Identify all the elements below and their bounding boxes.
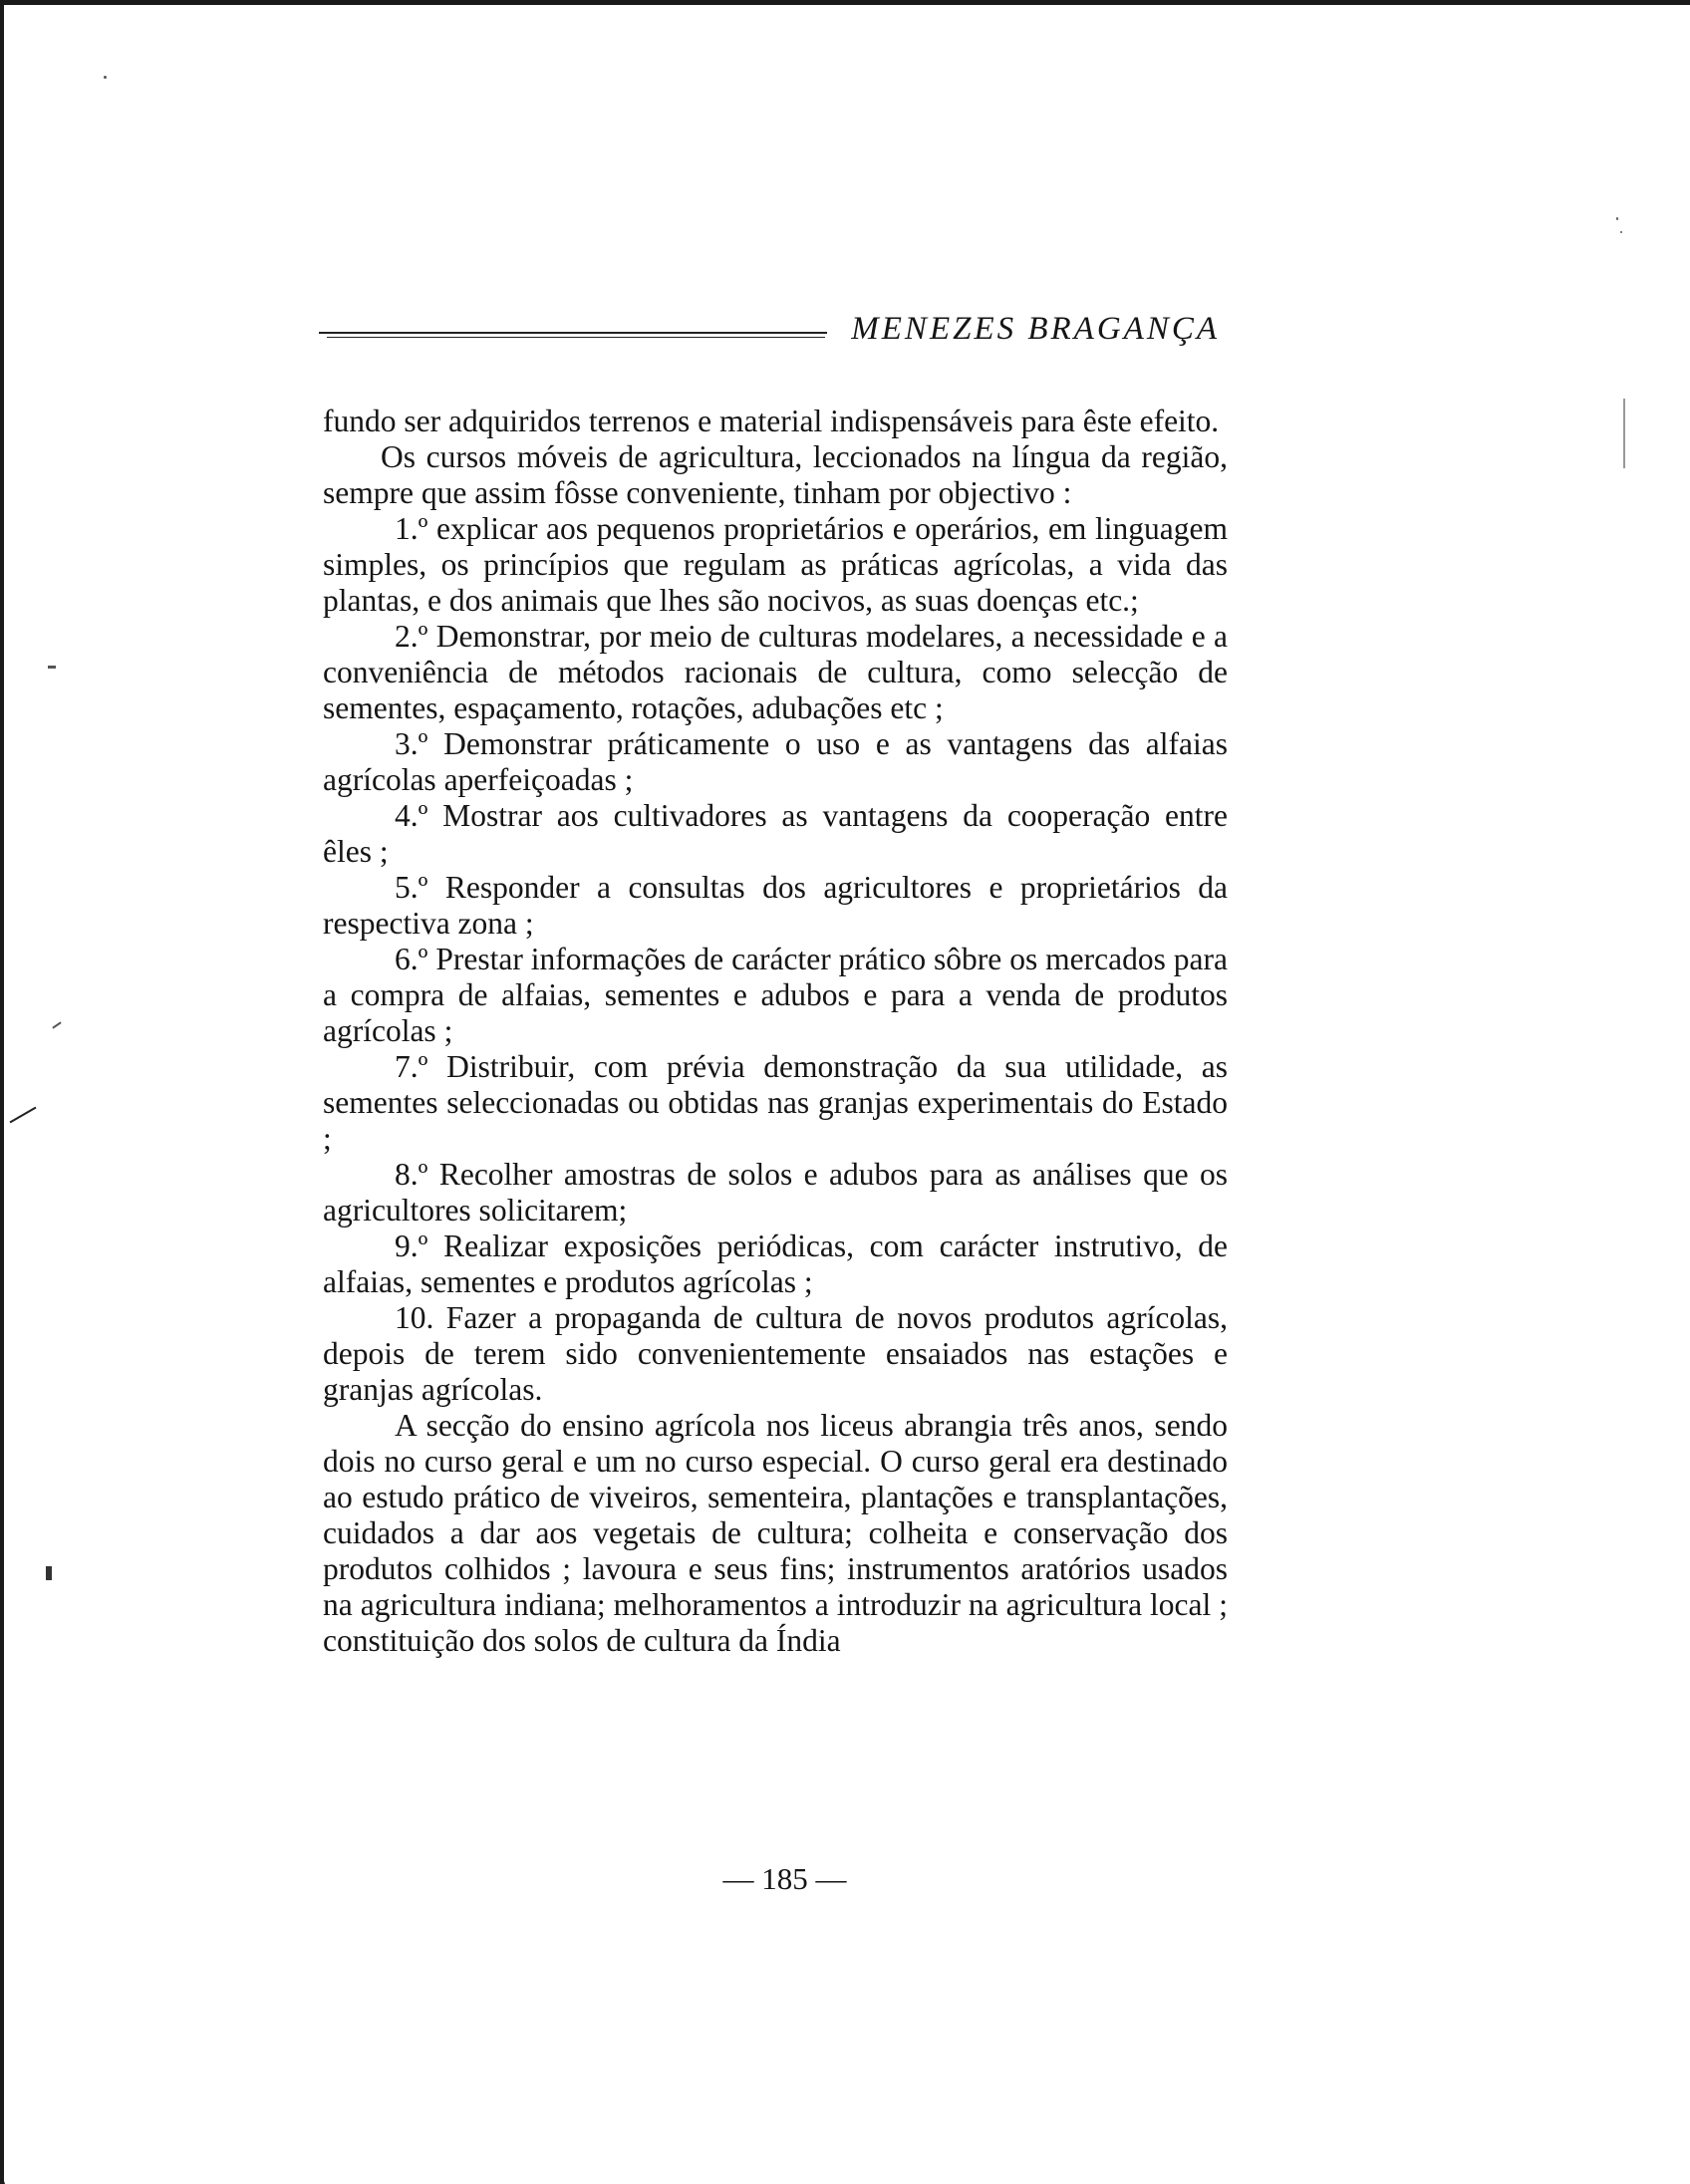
item-number: 8.º <box>395 1157 428 1192</box>
scan-speck <box>46 1566 52 1580</box>
item-number: 10. <box>395 1300 434 1335</box>
item-number: 6.º <box>395 942 428 976</box>
item-text: Responder a consultas dos agricultores e proprietários da respectiva zona ; <box>323 870 1229 941</box>
item-text: Prestar informações de carácter prático sôbre os mercados para a compra de alfaias, sementes e adubos e para a venda de produtos agrícolas ; <box>323 942 1229 1048</box>
list-item <box>323 511 1228 619</box>
list-item <box>323 1300 1228 1408</box>
paragraph: fundo ser adquiridos terrenos e material indispensáveis para êste efeito. <box>323 404 1220 438</box>
scan-speck <box>52 1021 61 1028</box>
scan-mark <box>1623 399 1625 468</box>
item-number: 7.º <box>395 1049 428 1084</box>
list-item <box>323 726 1228 798</box>
item-number: 5.º <box>395 870 428 905</box>
header-rule <box>319 332 827 334</box>
item-number: 9.º <box>395 1228 428 1263</box>
running-header <box>319 311 1228 355</box>
list-item <box>323 942 1228 1049</box>
scan-speck <box>48 666 56 669</box>
item-text: Mostrar aos cultivadores as vantagens da cooperação entre êles ; <box>323 798 1229 869</box>
list-item <box>323 798 1228 870</box>
list-item <box>323 1157 1228 1228</box>
item-number: 3.º <box>395 726 428 761</box>
scan-speck <box>1616 217 1618 220</box>
item-number: 2.º <box>395 619 428 654</box>
body-text <box>323 404 1228 1659</box>
item-text: Fazer a propaganda de cultura de novos produtos agrícolas, depois de terem sido convenientemente ensaiados nas estações e granjas agrícolas. <box>323 1300 1228 1407</box>
list-item <box>323 1228 1228 1300</box>
page-number: — 185 — <box>722 1861 847 1896</box>
item-text: Recolher amostras de solos e adubos para as análises que os agricultores solicitarem; <box>323 1157 1228 1228</box>
scan-speck <box>104 76 107 79</box>
header-rule <box>327 337 825 338</box>
scan-speck <box>1620 231 1622 233</box>
page-edge-top <box>0 0 1690 5</box>
scan-mark <box>10 1107 37 1124</box>
paragraph: A secção do ensino agrícola nos liceus abrangia três anos, sendo dois no curso geral e um no curso especial. O curso geral era destinado ao estudo prático de viveiros, sementeira, plantações e transplantações, cuidados a dar aos vegetais de cultura; colheita e conservação dos produtos colhidos ; lavoura e seus fins; instrumentos aratórios usados na agricultura indiana; melhoramentos a introduzir na agricultura local ; constituição dos solos de cultura da Índia <box>323 1408 1228 1658</box>
item-text: Distribuir, com prévia demonstração da sua utilidade, as sementes seleccionadas ou obtidas nas granjas experimentais do Estado ; <box>323 1049 1229 1156</box>
list-item <box>323 1049 1228 1157</box>
item-text: Demonstrar práticamente o uso e as vantagens das alfaias agrícolas aperfeiçoadas ; <box>323 726 1229 797</box>
list-item <box>323 870 1228 942</box>
item-text: Demonstrar, por meio de culturas modelares, a necessidade e a conveniência de métodos racionais de cultura, como selecção de sementes, espaçamento, rotações, adubações etc ; <box>323 619 1228 725</box>
paragraph: Os cursos móveis de agricultura, leccionados na língua da região, sempre que assim fôsse conveniente, tinham por objectivo : <box>323 439 1228 510</box>
list-item <box>323 619 1228 726</box>
header-title: MENEZES BRAGANÇA <box>851 311 1220 347</box>
page-edge-left <box>0 0 4 2184</box>
item-text: explicar aos pequenos proprietários e operários, em linguagem simples, os princípios que regulam as práticas agrícolas, a vida das plantas, e dos animais que lhes são nocivos, as suas doenças etc.; <box>323 511 1228 618</box>
scan-corner-mark <box>0 2109 27 2184</box>
item-text: Realizar exposições periódicas, com carácter instrutivo, de alfaias, sementes e produtos agrícolas ; <box>323 1228 1228 1299</box>
item-number: 1.º <box>395 511 428 546</box>
item-number: 4.º <box>395 798 428 833</box>
